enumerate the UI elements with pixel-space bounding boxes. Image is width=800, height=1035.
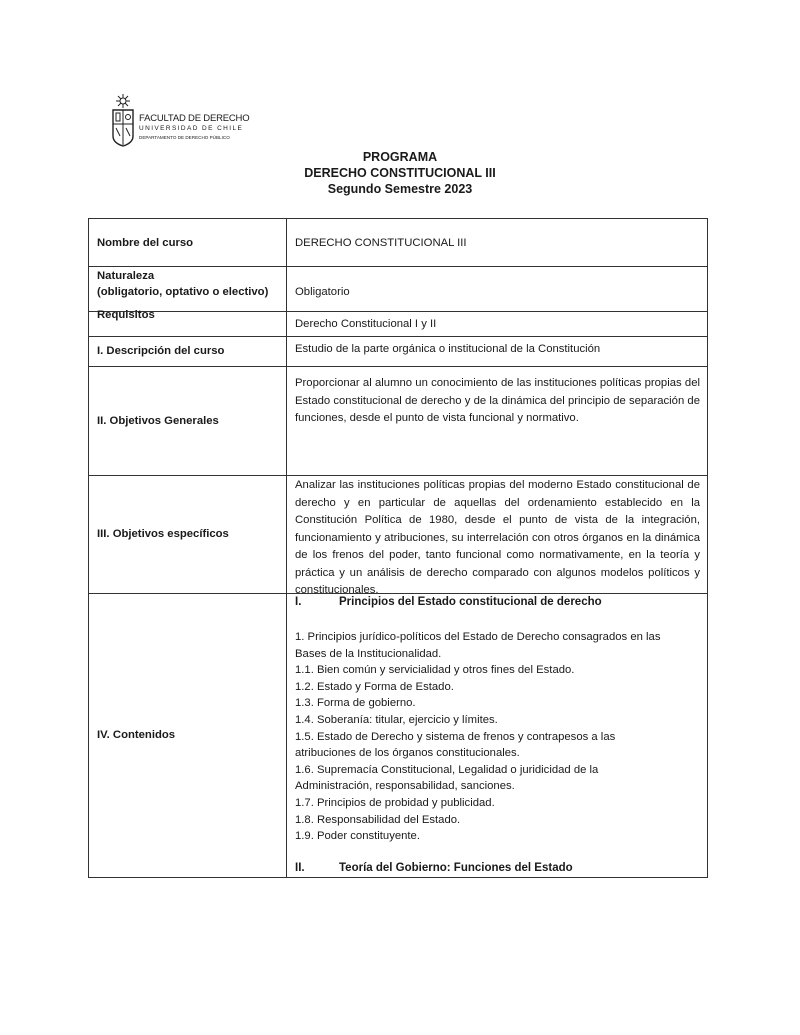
section-heading: [295, 861, 573, 877]
list-item: 1.2. Estado y Forma de Estado.: [295, 680, 454, 693]
contents-list: [295, 629, 660, 845]
list-item: 1.8. Responsabilidad del Estado.: [295, 813, 461, 826]
semester-title: Segundo Semestre 2023: [327, 182, 473, 196]
row-divider: [89, 366, 707, 367]
value-requirements: Derecho Constitucional I y II: [295, 318, 437, 330]
label-description: I. Descripción del curso: [97, 345, 225, 357]
column-divider: [286, 219, 287, 877]
row-divider: [89, 266, 707, 267]
section-title: Principios del Estado constitucional de derecho: [339, 596, 602, 608]
label-nature-detail: (obligatorio, optativo o electivo): [97, 286, 269, 298]
label-general-objectives: II. Objetivos Generales: [97, 415, 219, 427]
list-item: 1.7. Principios de probidad y publicidad.: [295, 796, 495, 809]
label-specific-objectives: III. Objetivos específicos: [97, 528, 229, 540]
value-description: Estudio de la parte orgánica o institucional de la Constitución: [295, 343, 601, 355]
value-specific-objectives: Analizar las instituciones políticas propias del moderno Estado constitucional de derecho y en particular de aquellas del ordenamiento establecido en la Constitución Política de 1980, desde el punto de vista de la integración, funcionamiento y atribuciones, su interrelación con otros órganos en la dinámica de los frenos del poder, tanto funcional como normativamente, en la teoría y práctica y un análisis de derecho comparado con algunos modelos políticos y constitucionales.: [295, 479, 700, 596]
list-item: 1. Principios jurídico-políticos del Estado de Derecho consagrados en las: [295, 631, 661, 643]
section-heading: [295, 595, 602, 611]
label-contents: IV. Contenidos: [97, 729, 176, 741]
faculty-logo: [109, 92, 249, 150]
row-divider: [89, 475, 707, 476]
list-item: 1.1. Bien común y servicialidad y otros fines del Estado.: [295, 664, 575, 677]
label-course-name: Nombre del curso: [97, 237, 194, 249]
list-item: atribuciones de los órganos constitucionales.: [295, 747, 520, 760]
list-item: 1.5. Estado de Derecho y sistema de frenos y contrapesos a las: [295, 730, 616, 743]
university-seal-icon: [109, 92, 137, 148]
logo-line-2: UNIVERSIDAD DE CHILE: [139, 125, 244, 132]
value-course-name: DERECHO CONSTITUCIONAL III: [295, 237, 467, 249]
list-item: 1.6. Supremacía Constitucional, Legalidad o juridicidad de la: [295, 763, 599, 776]
section-title: Teoría del Gobierno: Funciones del Estado: [339, 862, 573, 874]
section-number: II.: [295, 862, 305, 874]
list-item: 1.9. Poder constituyente.: [295, 830, 420, 843]
course-title: DERECHO CONSTITUCIONAL III: [304, 166, 496, 180]
logo-line-1: FACULTAD DE DERECHO: [139, 113, 250, 124]
list-item: Administración, responsabilidad, sanciones.: [295, 780, 515, 793]
value-nature: Obligatorio: [295, 286, 350, 298]
value-general-objectives: Proporcionar al alumno un conocimiento de las instituciones políticas propias del Estado constitucional de derecho y de la dinámica del principio de separación de funciones, desde el punto de vista funcional y normativo.: [295, 377, 700, 424]
label-nature: Naturaleza: [97, 270, 155, 282]
list-item: 1.3. Forma de gobierno.: [295, 697, 416, 710]
program-table: [88, 218, 708, 878]
label-requirements: Requisitos: [97, 309, 155, 321]
list-item: 1.4. Soberanía: titular, ejercicio y límites.: [295, 713, 498, 726]
list-item: Bases de la Institucionalidad.: [295, 647, 442, 660]
program-heading: PROGRAMA: [362, 150, 438, 164]
row-divider: [89, 336, 707, 337]
logo-line-3: DEPARTAMENTO DE DERECHO PÚBLICO: [139, 135, 230, 140]
row-divider: [89, 311, 707, 312]
section-number: I.: [295, 596, 302, 608]
